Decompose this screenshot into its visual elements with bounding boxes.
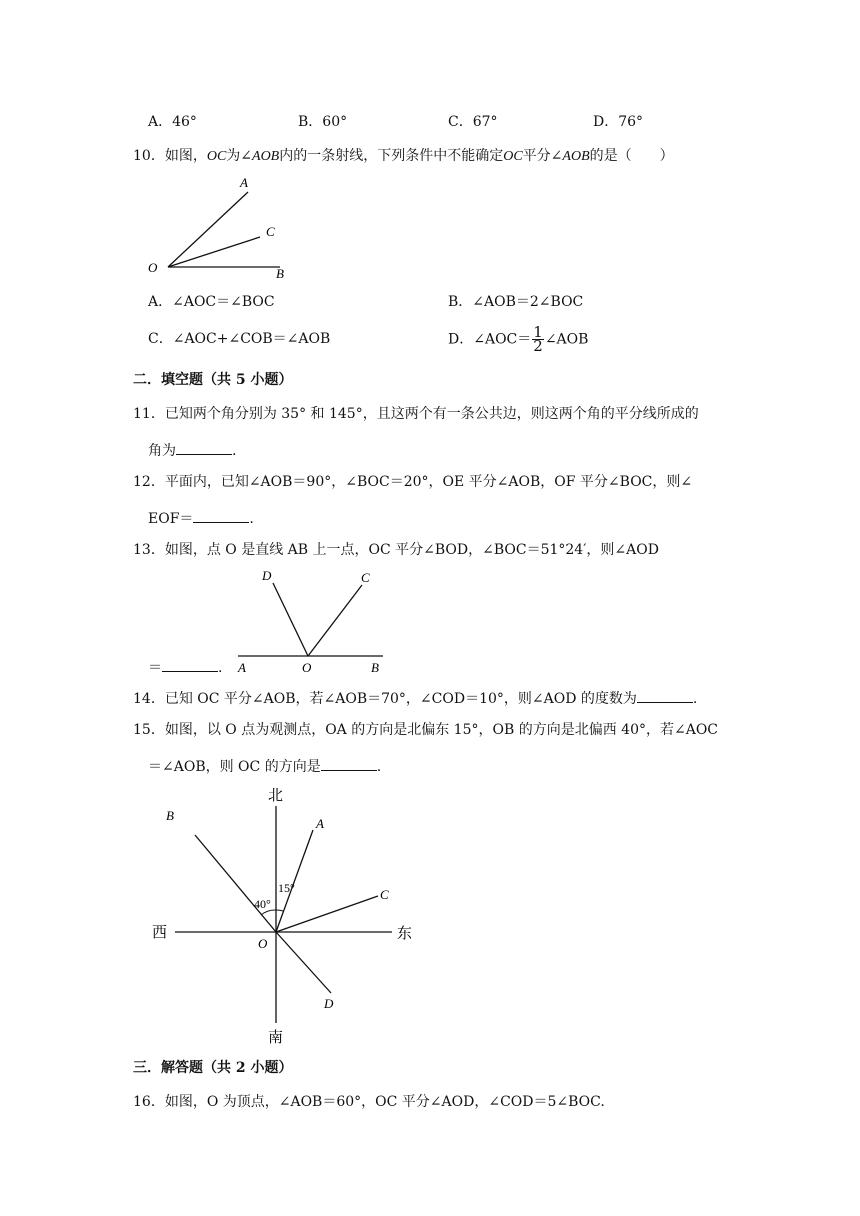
q15-label-o: O xyxy=(258,936,268,951)
q15-label-west: 西 xyxy=(152,925,168,941)
q9-option-b: B．60° xyxy=(298,114,348,130)
q15-label-north: 北 xyxy=(268,788,284,804)
q13-line-2: ＝ . xyxy=(148,657,222,678)
q15-label-east: 东 xyxy=(397,926,413,942)
q11-answer-blank xyxy=(176,440,232,455)
q10-option-c: C．∠AOC+∠COB＝∠AOB xyxy=(148,331,331,347)
q10-label-b: B xyxy=(276,266,284,281)
q15-angle-15: 15° xyxy=(278,881,295,895)
q13-label-a: A xyxy=(238,660,246,675)
fraction-one-half: $\frac{1}{2}$ xyxy=(533,323,543,355)
q13-figure xyxy=(228,563,398,678)
q9-option-c: C．67° xyxy=(448,114,498,130)
q12-answer-blank xyxy=(193,508,249,523)
q12-line-2: EOF＝ . xyxy=(148,508,254,529)
q15-label-a: A xyxy=(316,816,324,831)
q15-label-south: 南 xyxy=(268,1030,284,1046)
q13-label-c: C xyxy=(361,570,370,585)
q15-figure xyxy=(140,780,430,1050)
q10-label-o: O xyxy=(148,260,158,275)
q15-label-d: D xyxy=(324,996,334,1011)
q10-label-c: C xyxy=(266,224,275,239)
q15-label-c: C xyxy=(380,887,389,902)
q10-label-a: A xyxy=(240,175,248,190)
q10-stem: 10．如图，OC为∠AOB内的一条射线，下列条件中不能确定OC平分∠AOB的是（ ） xyxy=(133,148,674,164)
section-2-title: 二．填空题（共 5 小题） xyxy=(133,372,293,388)
q10-figure xyxy=(140,172,310,282)
q10-option-a: A．∠AOC＝∠BOC xyxy=(148,294,275,310)
q15-answer-blank xyxy=(321,756,377,771)
q13-label-b: B xyxy=(371,660,379,675)
q9-option-a: A．46° xyxy=(148,114,197,130)
q13-label-d: D xyxy=(262,568,272,583)
q16-line-1: 16．如图，O 为顶点，∠AOB＝60°，OC 平分∠AOD，∠COD＝5∠BOC. xyxy=(133,1094,605,1110)
q15-line-2: ＝∠AOB，则 OC 的方向是 . xyxy=(148,756,381,777)
q12-line-1: 12．平面内，已知∠AOB＝90°，∠BOC＝20°，OE 平分∠AOB，OF 平分∠BOC，则∠ xyxy=(133,474,693,490)
q14-answer-blank xyxy=(637,688,693,703)
q13-line-1: 13．如图，点 O 是直线 AB 上一点，OC 平分∠BOD，∠BOC＝51°24′，则∠AOD xyxy=(133,542,659,558)
q11-line-1: 11．已知两个角分别为 35° 和 145°，且这两个有一条公共边，则这两个角的平分线所成的 xyxy=(133,406,699,422)
section-3-title: 三．解答题（共 2 小题） xyxy=(133,1060,293,1076)
q10-option-d: D．∠AOC＝ $\frac{1}{2}$ ∠AOB xyxy=(448,323,589,355)
q9-option-d: D．76° xyxy=(593,114,644,130)
q14-line: 14．已知 OC 平分∠AOB，若∠AOB＝70°，∠COD＝10°，则∠AOD 的度数为 . xyxy=(133,688,697,709)
q15-angle-40: 40° xyxy=(254,897,271,911)
q10-option-b: B．∠AOB＝2∠BOC xyxy=(448,294,584,310)
q15-label-b: B xyxy=(166,808,174,823)
q13-label-o: O xyxy=(302,660,312,675)
q15-line-1: 15．如图，以 O 点为观测点，OA 的方向是北偏东 15°，OB 的方向是北偏西 40°，若∠AOC xyxy=(133,722,719,738)
q13-answer-blank xyxy=(162,657,218,672)
q11-line-2: 角为 . xyxy=(148,440,236,461)
